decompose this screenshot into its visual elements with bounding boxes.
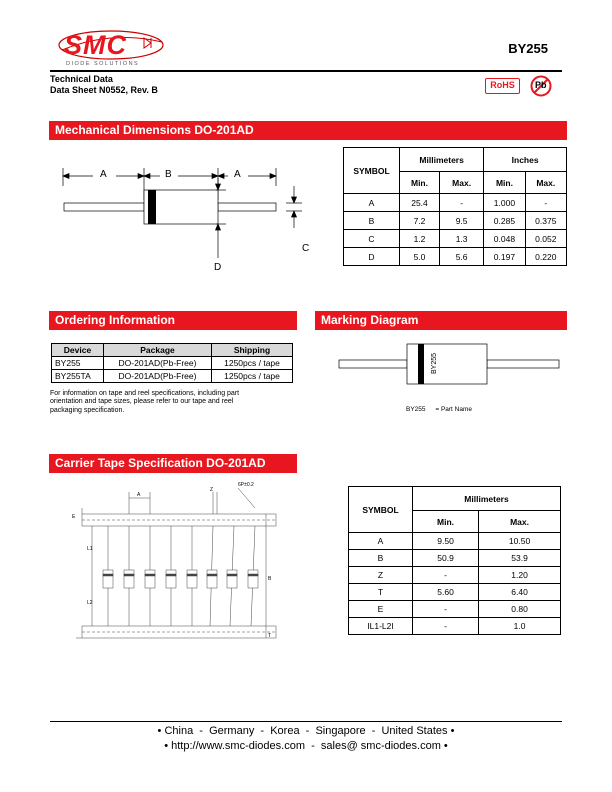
table-row xyxy=(349,550,561,567)
in-min-header: Min. xyxy=(484,172,525,194)
cell: B xyxy=(344,212,400,230)
cell: T xyxy=(349,584,413,601)
cell: 5.0 xyxy=(400,248,440,266)
cell: - xyxy=(413,601,479,618)
tape-label-t: T xyxy=(268,633,272,639)
table-row xyxy=(344,212,567,230)
cell: 0.220 xyxy=(525,248,566,266)
inches-header: Inches xyxy=(484,148,567,172)
cell: C xyxy=(344,230,400,248)
cell: Z xyxy=(349,567,413,584)
table-row xyxy=(349,584,561,601)
dim-label-c: C xyxy=(302,243,310,254)
carrier-heading: Carrier Tape Specification DO-201AD xyxy=(49,454,297,473)
cell: BY255 xyxy=(52,357,104,370)
cell: 25.4 xyxy=(400,194,440,212)
pb-label: Pb xyxy=(535,80,547,90)
table-row xyxy=(344,230,567,248)
cell: D xyxy=(344,248,400,266)
legend-value: = Part Name xyxy=(435,406,473,413)
cell: 0.052 xyxy=(525,230,566,248)
ordering-note xyxy=(50,390,300,415)
cell: BY255TA xyxy=(52,370,104,383)
max-header: Max. xyxy=(479,511,561,533)
cell: 50.9 xyxy=(413,550,479,567)
carrier-tape-drawing xyxy=(70,478,290,653)
cell: 1.20 xyxy=(479,567,561,584)
cell: 1250pcs / tape xyxy=(212,357,293,370)
marking-legend xyxy=(406,406,472,413)
doc-type: Technical Data xyxy=(50,74,113,84)
cell: - xyxy=(413,567,479,584)
cell: IL1-L2I xyxy=(349,618,413,635)
cell: 1.0 xyxy=(479,618,561,635)
cell: - xyxy=(413,618,479,635)
ordering-heading: Ordering Information xyxy=(49,311,297,330)
cell: 7.2 xyxy=(400,212,440,230)
min-header: Min. xyxy=(413,511,479,533)
rohs-badge xyxy=(485,78,520,94)
tape-label-b: B xyxy=(268,576,272,582)
cell: 0.048 xyxy=(484,230,525,248)
cell: DO-201AD(Pb-Free) xyxy=(104,370,212,383)
cell: - xyxy=(525,194,566,212)
marking-heading: Marking Diagram xyxy=(315,311,567,330)
rohs-label: RoHS xyxy=(490,80,515,90)
cell: A xyxy=(344,194,400,212)
footer-locations: • China - Germany - Korea - Singapore - United States • xyxy=(157,725,455,737)
cell: 0.80 xyxy=(479,601,561,618)
header-rule xyxy=(50,70,562,72)
dim-label-a2: A xyxy=(234,169,241,180)
cell: 6.40 xyxy=(479,584,561,601)
cell: B xyxy=(349,550,413,567)
cell: 0.285 xyxy=(484,212,525,230)
brand-tagline: DIODE SOLUTIONS xyxy=(66,61,140,67)
pb-free-icon xyxy=(530,75,552,97)
table-row xyxy=(349,618,561,635)
cell: E xyxy=(349,601,413,618)
tape-label-l1: L1 xyxy=(87,546,93,552)
cell: 53.9 xyxy=(479,550,561,567)
brand-name: SMC xyxy=(64,30,127,60)
tape-label-z: Z xyxy=(210,487,214,493)
symbol-header: SYMBOL xyxy=(344,148,400,194)
mechanical-dimensions-table xyxy=(343,147,567,266)
cell: - xyxy=(439,194,483,212)
table-row xyxy=(344,194,567,212)
mm-header: Millimeters xyxy=(413,487,561,511)
table-row xyxy=(52,357,293,370)
cell: 5.6 xyxy=(439,248,483,266)
note-line: packaging specification. xyxy=(50,406,125,414)
cell: 9.5 xyxy=(439,212,483,230)
mm-min-header: Min. xyxy=(400,172,440,194)
note-line: orientation and tape sizes, please refer to our tape and reel xyxy=(50,398,234,406)
ordering-table xyxy=(51,343,293,383)
mm-header: Millimeters xyxy=(400,148,484,172)
marking-diagram xyxy=(338,343,560,387)
cell: 9.50 xyxy=(413,533,479,550)
tape-label-dim: 6P±0.2 xyxy=(238,482,254,488)
doc-number: Data Sheet N0552, Rev. B xyxy=(50,85,158,95)
device-header: Device xyxy=(52,344,104,357)
cell: 1.000 xyxy=(484,194,525,212)
package-header: Package xyxy=(104,344,212,357)
mechanical-drawing xyxy=(58,158,328,278)
carrier-tape-table xyxy=(348,486,561,635)
dim-label-d: D xyxy=(214,262,222,273)
table-row xyxy=(349,533,561,550)
footer-rule xyxy=(50,721,562,722)
mechanical-heading: Mechanical Dimensions DO-201AD xyxy=(49,121,567,140)
cell: 0.197 xyxy=(484,248,525,266)
part-number: BY255 xyxy=(508,41,548,56)
table-row xyxy=(52,370,293,383)
legend-key: BY255 xyxy=(406,406,426,413)
cell: DO-201AD(Pb-Free) xyxy=(104,357,212,370)
tape-label-a: A xyxy=(137,492,141,498)
cell: A xyxy=(349,533,413,550)
note-line: For information on tape and reel specifications, including part xyxy=(50,390,240,397)
footer-contact: • http://www.smc-diodes.com - sales@ smc-diodes.com • xyxy=(164,740,448,752)
dim-label-b: B xyxy=(165,169,172,180)
tape-label-l2: L2 xyxy=(87,600,93,606)
table-row xyxy=(349,567,561,584)
cell: 1.2 xyxy=(400,230,440,248)
marking-body-text: BY255 xyxy=(431,352,439,375)
dim-label-a1: A xyxy=(100,169,107,180)
table-row xyxy=(344,248,567,266)
tape-label-e: E xyxy=(72,514,76,520)
in-max-header: Max. xyxy=(525,172,566,194)
mm-max-header: Max. xyxy=(439,172,483,194)
cell: 5.60 xyxy=(413,584,479,601)
cell: 1250pcs / tape xyxy=(212,370,293,383)
cell: 10.50 xyxy=(479,533,561,550)
shipping-header: Shipping xyxy=(212,344,293,357)
cell: 0.375 xyxy=(525,212,566,230)
symbol-header: SYMBOL xyxy=(349,487,413,533)
cell: 1.3 xyxy=(439,230,483,248)
table-row xyxy=(349,601,561,618)
